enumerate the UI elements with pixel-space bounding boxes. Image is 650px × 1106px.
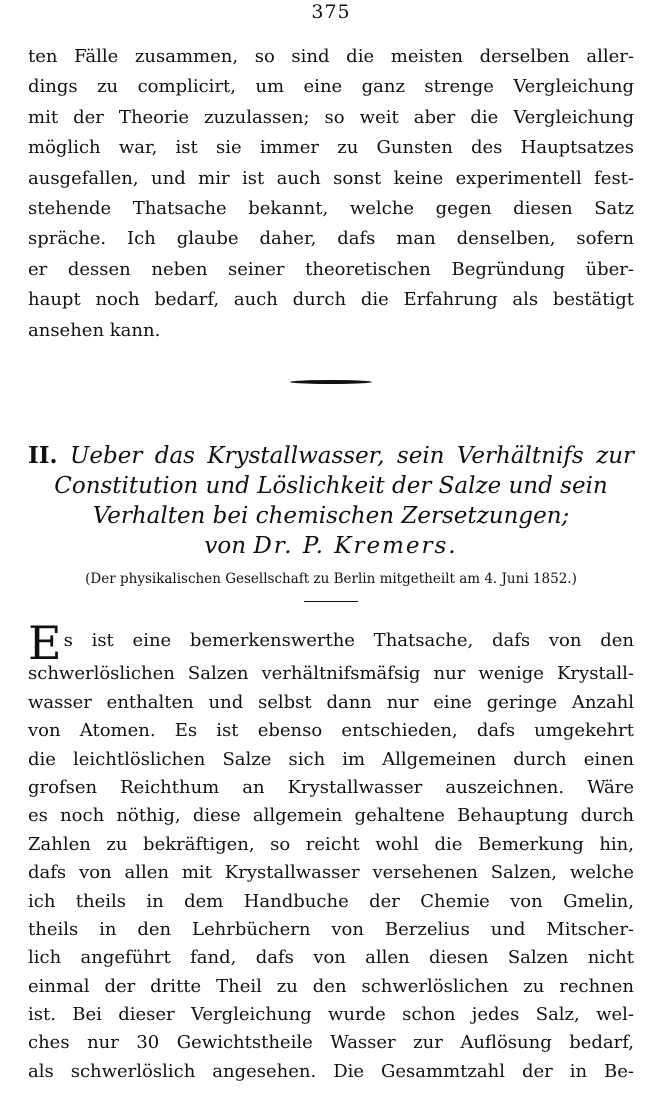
- text-line: ansehen kann.: [28, 319, 161, 341]
- text-line: ten Fälle zusammen, so sind die meisten derselben aller-: [28, 46, 634, 67]
- text-line: einmal der dritte Theil zu den schwerlöslichen zu rechnen: [28, 975, 634, 997]
- author-prefix: von: [204, 532, 247, 559]
- title-line: Constitution und Löslichkeit der Salze und sein: [54, 472, 608, 499]
- author-name: Dr. P. Kremers.: [253, 532, 458, 559]
- text-line: wasser enthalten und selbst dann nur eine geringe Anzahl: [28, 691, 634, 713]
- title-line: [28, 441, 634, 471]
- text-line: die leichtlöslichen Salze sich im Allgemeinen durch einen: [28, 748, 634, 770]
- first-line-text: s ist eine bemerkenswerthe Thatsache, dafs von den: [63, 630, 634, 652]
- text-line: ich theils in dem Handbuche der Chemie von Gmelin,: [28, 890, 634, 912]
- paragraph-body: [28, 616, 634, 1086]
- communication-note: (Der physikalischen Gesellschaft zu Berlin mitgetheilt am 4. Juni 1852.): [85, 570, 577, 587]
- text-line: stehende Thatsache bekannt, welche gegen diesen Satz: [28, 197, 634, 219]
- article-number: II.: [28, 441, 58, 469]
- text-line: von Atomen. Es ist ebenso entschieden, dafs umgekehrt: [28, 720, 634, 742]
- text-line: [28, 616, 634, 671]
- author-line: [28, 531, 634, 561]
- title-line: Verhalten bei chemischen Zersetzungen;: [92, 502, 570, 529]
- text-line: mit der Theorie zuzulassen; so weit aber die Vergleichung: [28, 106, 634, 128]
- text-line: lich angeführt fand, dafs von allen diesen Salzen nicht: [28, 947, 634, 969]
- section-divider: [290, 380, 372, 384]
- text-line: ches nur 30 Gewichtstheile Wasser zur Auflösung bedarf,: [28, 1032, 634, 1054]
- text-line: es noch nöthig, diese allgemein gehaltene Behauptung durch: [28, 805, 634, 827]
- text-line: dafs von allen mit Krystallwasser versehenen Salzen, welche: [28, 862, 634, 884]
- title-divider: [304, 601, 358, 603]
- text-line: möglich war, ist sie immer zu Gunsten des Hauptsatzes: [28, 137, 634, 159]
- drop-cap: E: [28, 616, 62, 671]
- text-line: Zahlen zu bekräftigen, so reicht wohl die Bemerkung hin,: [28, 833, 634, 855]
- page-number: 375: [311, 1, 351, 23]
- text-line: grofsen Reichthum an Krystallwasser auszeichnen. Wäre: [28, 776, 634, 798]
- text-line: schwerlöslichen Salzen verhältnifsmäfsig nur wenige Krystall-: [28, 663, 634, 685]
- title-text: Ueber das Krystallwasser, sein Verhältnifs zur: [69, 442, 634, 469]
- article-title: [28, 441, 634, 561]
- page: [28, 0, 634, 1086]
- text-line: theils in den Lehrbüchern von Berzelius und Mitscher-: [28, 918, 634, 940]
- paragraph-continued: [28, 42, 634, 346]
- text-line: er dessen neben seiner theoretischen Begründung über-: [28, 258, 634, 280]
- text-line: ausgefallen, und mir ist auch sonst keine experimentell fest-: [28, 167, 634, 189]
- text-line: haupt noch bedarf, auch durch die Erfahrung als bestätigt: [28, 289, 634, 311]
- text-line: ist. Bei dieser Vergleichung wurde schon jedes Salz, wel-: [28, 1004, 634, 1026]
- text-line: spräche. Ich glaube daher, dafs man denselben, sofern: [28, 228, 634, 250]
- text-line: dings zu complicirt, um eine ganz strenge Vergleichung: [28, 76, 634, 98]
- text-line: als schwerlöslich angesehen. Die Gesammtzahl der in Be-: [28, 1060, 634, 1082]
